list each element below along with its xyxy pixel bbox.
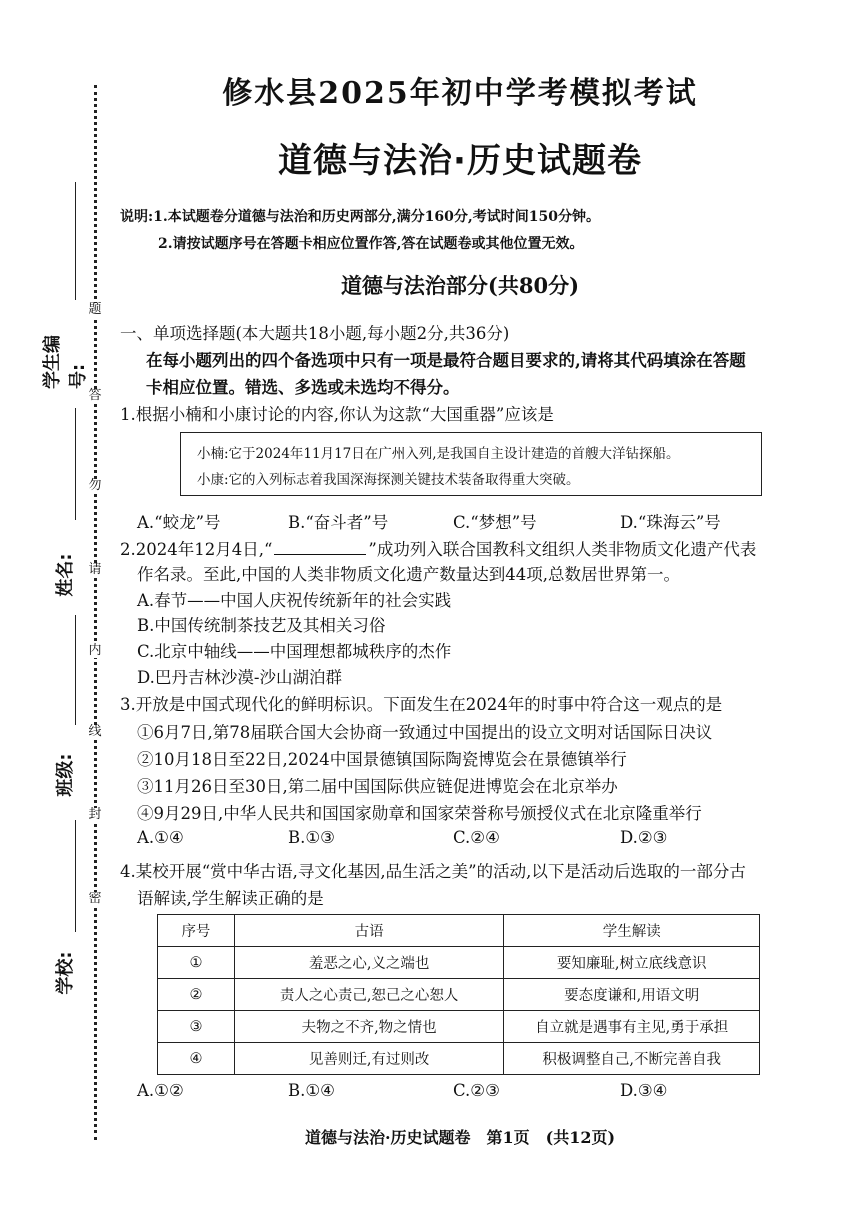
name-field[interactable] [75,408,76,520]
table-cell: ③ [158,1011,235,1043]
seal-char: 内 [88,643,102,658]
instruction-note-2: 2.请按试题序号在答题卡相应位置作答,答在试题卷或其他位置无效。 [158,236,584,252]
q1-option-d: D.“珠海云”号 [620,513,721,532]
table-row [158,1043,760,1075]
q2-option-a: A.春节——中国人庆祝传统新年的社会实践 [137,591,452,610]
page-footer: 道德与法治·历史试题卷 第1页 (共12页) [304,1128,616,1147]
seal-char: 请 [88,562,102,577]
q3-item-3: ③11月26日至30日,第二届中国国际供应链促进博览会在北京举办 [137,777,618,796]
seal-char: 密 [88,891,102,906]
table-cell: 见善则迁,有过则改 [234,1043,504,1075]
q2-stem-line-2: 作名录。至此,中国的人类非物质文化遗产数量达到44项,总数居世界第一。 [137,565,680,584]
seal-dotted-line [94,85,97,1140]
class-field[interactable] [75,615,76,725]
q1-stem: 1.根据小楠和小康讨论的内容,你认为这款“大国重器”应该是 [120,405,554,424]
q3-option-b: B.①③ [288,828,335,847]
table-row [158,979,760,1011]
q1-option-a: A.“蛟龙”号 [137,513,221,532]
q4-stem-line-1: 4.某校开展“赏中华古语,寻文化基因,品生活之美”的活动,以下是活动后选取的一部分古 [120,862,746,881]
q4-option-b: B.①④ [288,1081,335,1100]
q4-option-a: A.①② [137,1081,184,1100]
table-cell: 羞恶之心,义之端也 [234,947,504,979]
section-title: 道德与法治部分(共80分) [340,273,580,298]
q3-item-4: ④9月29日,中华人民共和国国家勋章和国家荣誉称号颁授仪式在北京隆重举行 [137,804,702,823]
table-cell: ④ [158,1043,235,1075]
table-header-cell: 学生解读 [504,915,760,947]
student-number-label: 学生编号: [42,335,89,389]
table-cell: 积极调整自己,不断完善自我 [504,1043,760,1075]
table-cell: ① [158,947,235,979]
q4-option-c: C.②③ [453,1081,500,1100]
seal-char: 线 [88,724,102,739]
part1-heading: 一、单项选择题(本大题共18小题,每小题2分,共36分) [120,324,510,343]
table-header-cell: 序号 [158,915,235,947]
table-cell: 责人之心责己,恕己之心恕人 [234,979,504,1011]
q3-option-a: A.①④ [137,828,184,847]
q3-option-d: D.②③ [620,828,668,847]
q1-dialogue-box [180,432,762,496]
q3-option-c: C.②④ [453,828,500,847]
seal-char: 答 [88,388,102,403]
q3-stem: 3.开放是中国式现代化的鲜明标识。下面发生在2024年的时事中符合这一观点的是 [120,695,723,714]
q2-option-d: D.巴丹吉林沙漠-沙山湖泊群 [137,668,342,687]
q4-option-d: D.③④ [620,1081,668,1100]
part1-instruction-1: 在每小题列出的四个备选项中只有一项是最符合题目要求的,请将其代码填涂在答题 [146,351,746,370]
q3-item-1: ①6月7日,第78届联合国大会协商一致通过中国提出的设立文明对话国际日决议 [137,723,713,742]
q2-blank [274,540,366,555]
school-field[interactable] [75,820,76,932]
name-label: 姓名: [55,553,76,597]
exam-subtitle: 道德与法治·历史试题卷 [278,141,642,181]
instruction-note-1: 说明:1.本试题卷分道德与法治和历史两部分,满分160分,考试时间150分钟。 [120,209,600,225]
q2-stem-line-1 [120,536,756,560]
exam-title: 修水县2025年初中学考模拟考试 [222,76,698,111]
q2-option-b: B.中国传统制茶技艺及其相关习俗 [137,616,386,635]
seal-char: 题 [88,302,102,317]
q2-option-c: C.北京中轴线——中国理想都城秩序的杰作 [137,642,452,661]
q4-table [157,914,760,1075]
table-cell: 要态度谦和,用语文明 [504,979,760,1011]
table-cell: 自立就是遇事有主见,勇于承担 [504,1011,760,1043]
table-cell: 要知廉耻,树立底线意识 [504,947,760,979]
table-cell: 夫物之不齐,物之情也 [234,1011,504,1043]
school-label: 学校: [55,951,76,995]
table-row [158,947,760,979]
q4-stem-line-2: 语解读,学生解读正确的是 [137,889,324,908]
class-label: 班级: [55,753,76,797]
q1-option-b: B.“奋斗者”号 [288,513,389,532]
q1-dialogue-line-2: 小康:它的入列标志着我国深海探测关键技术装备取得重大突破。 [197,472,580,488]
q2-stem-b: ”成功列入联合国教科文组织人类非物质文化遗产代表 [368,540,757,559]
seal-char: 封 [88,807,102,822]
table-row [158,1011,760,1043]
q1-option-c: C.“梦想”号 [453,513,537,532]
q2-stem-a: 2.2024年12月4日,“ [120,540,273,559]
table-header-row [158,915,760,947]
q3-item-2: ②10月18日至22日,2024中国景德镇国际陶瓷博览会在景德镇举行 [137,750,627,769]
seal-char: 勿 [88,478,102,493]
table-cell: ② [158,979,235,1011]
part1-instruction-2: 卡相应位置。错选、多选或未选均不得分。 [146,378,460,397]
q1-dialogue-line-1: 小楠:它于2024年11月17日在广州入列,是我国自主设计建造的首艘大洋钻探船。 [197,446,680,462]
table-header-cell: 古语 [234,915,504,947]
